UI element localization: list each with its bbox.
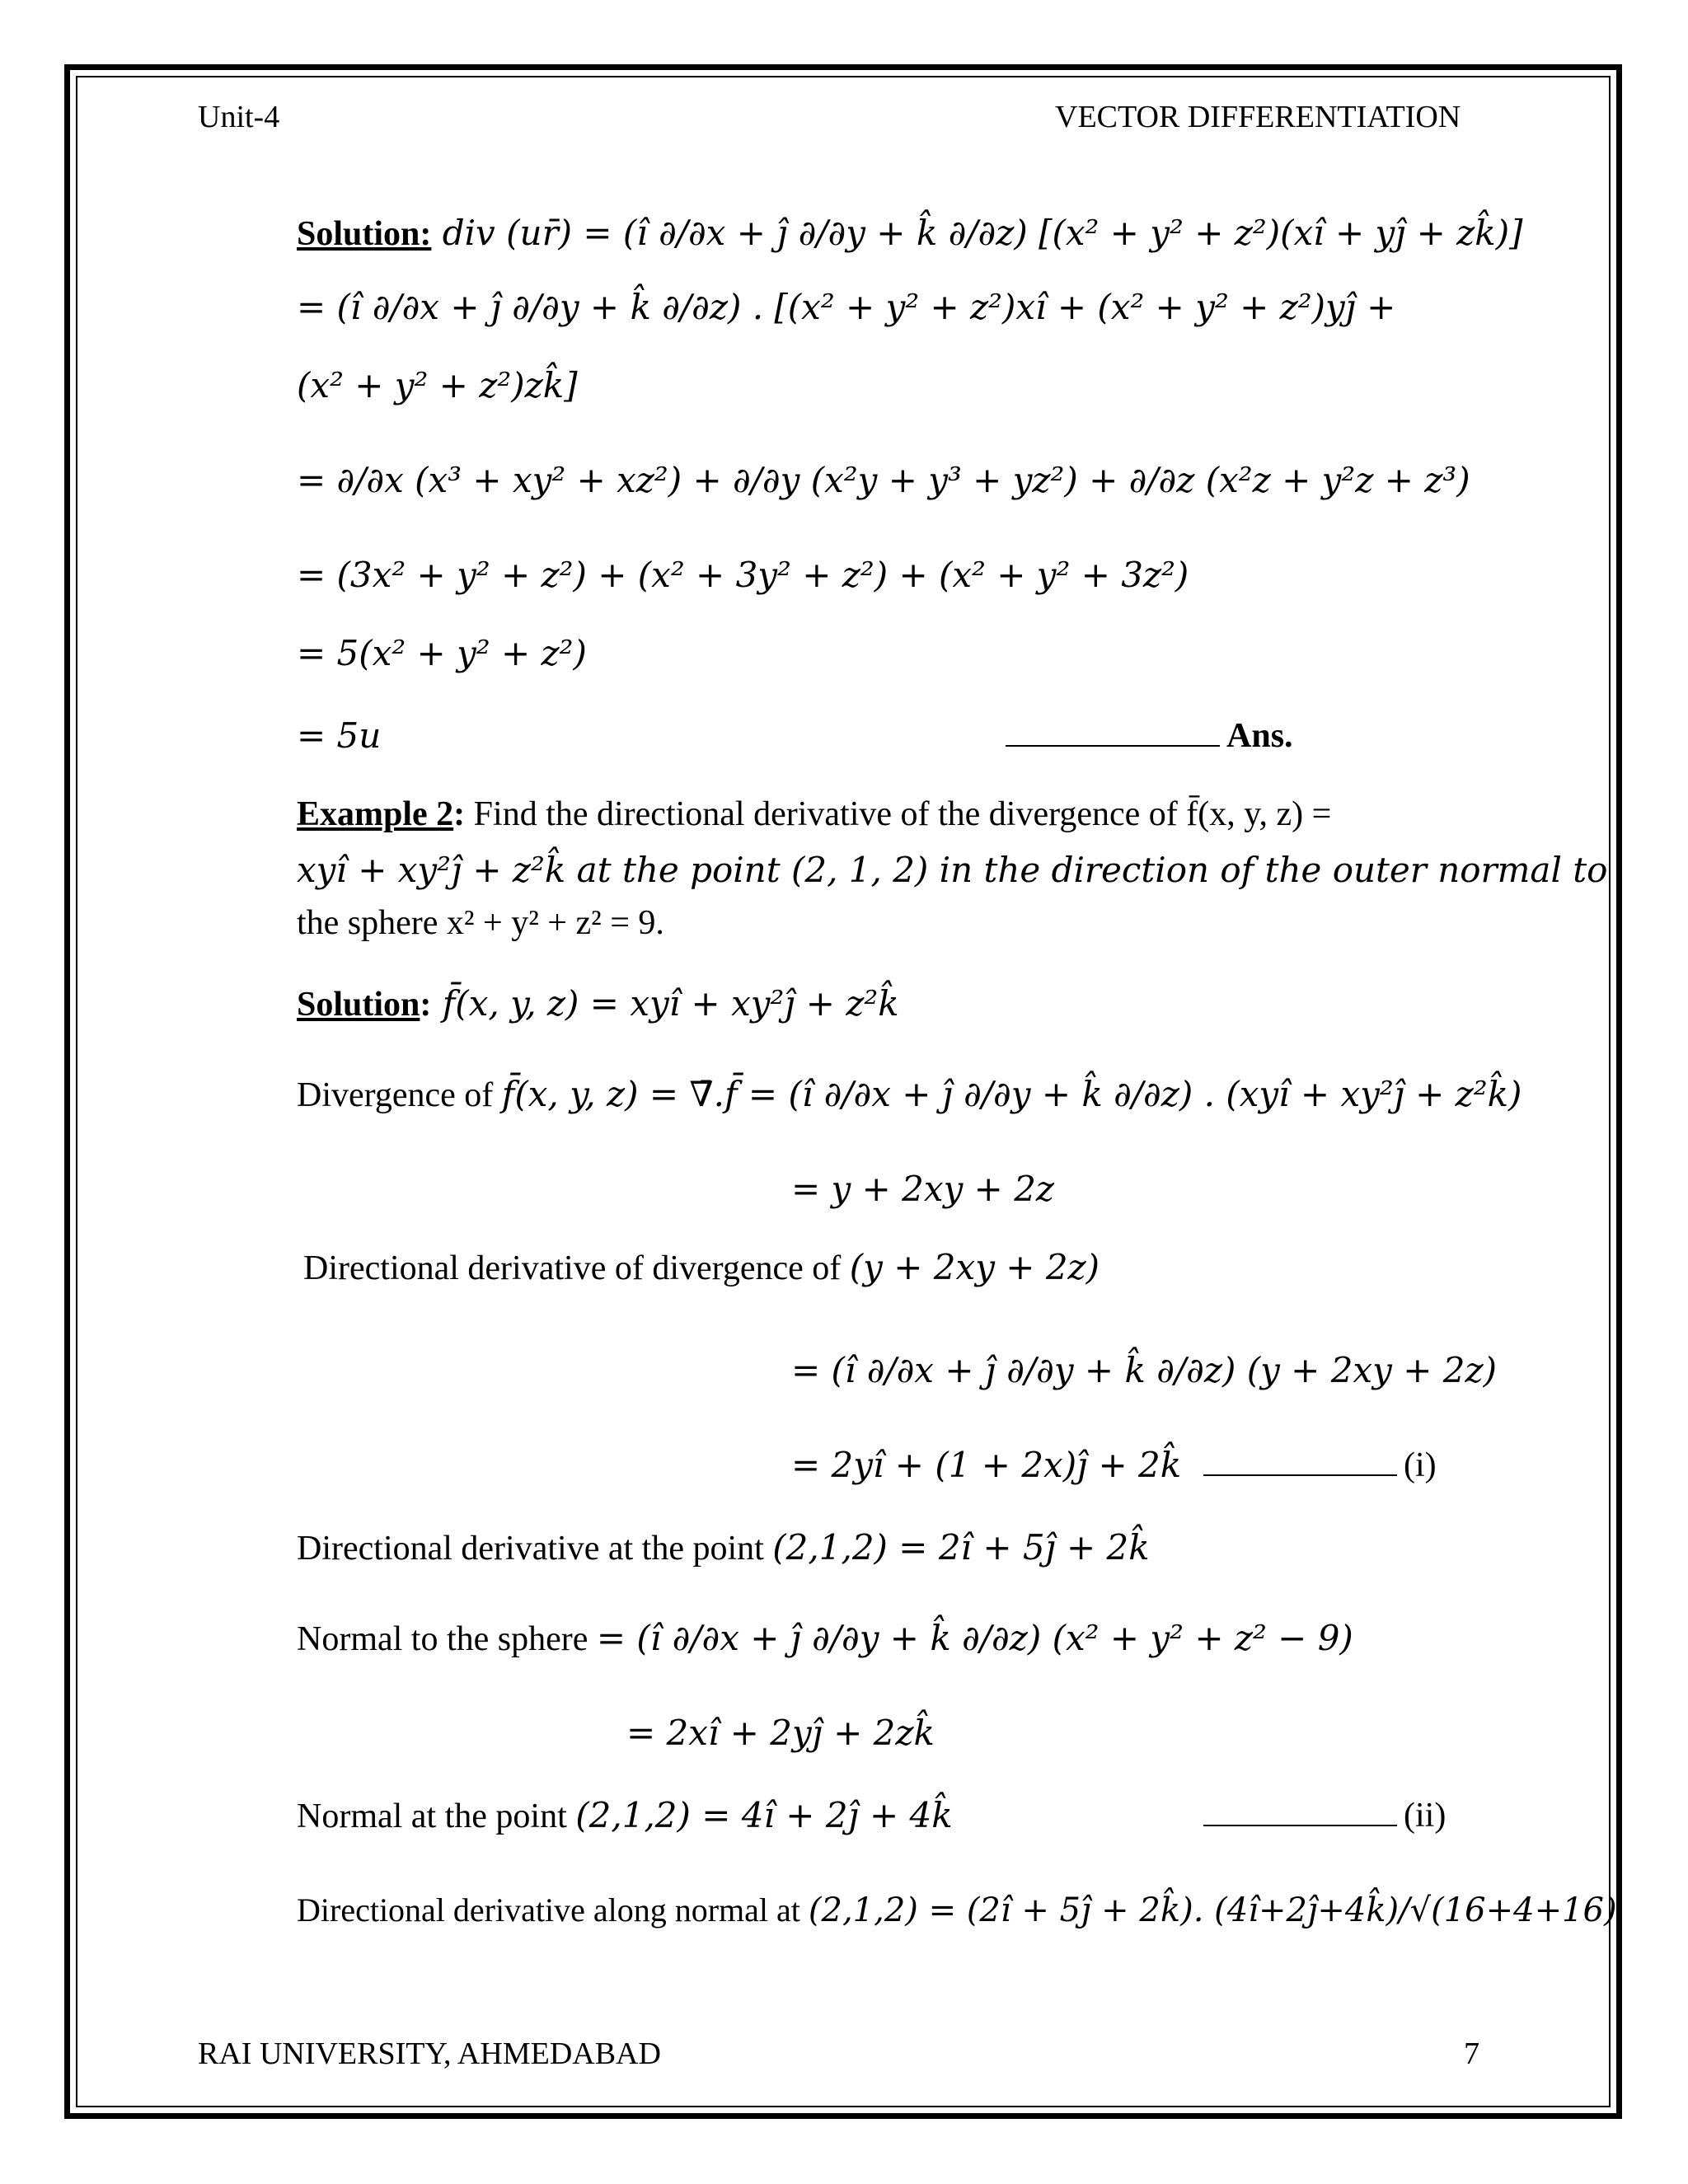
solution2-line1	[297, 981, 899, 1028]
header-unit: Unit-4	[198, 100, 280, 134]
example2-line3	[297, 900, 664, 946]
solution1-expr4: = ∂/∂x (x³ + xy² + xz²) + ∂/∂y (x²y + y³ + yz²) + ∂/∂z (x²z + y²z + z³)	[297, 460, 1470, 500]
divergence-label: Divergence of	[297, 1076, 502, 1114]
solution1-expr2: = (î ∂/∂x + ĵ ∂/∂y + k̂ ∂/∂z) . [(x² + y² + z²)xî + (x² + y² + z²)yĵ +	[297, 287, 1396, 327]
answer-mark	[1006, 713, 1293, 759]
solution1-line3	[297, 363, 578, 410]
dir-deriv-line3	[791, 1442, 1181, 1489]
solution1-expr5: = (3x² + y² + z²) + (x² + 3y² + z²) + (x² + y² + 3z²)	[297, 555, 1189, 595]
solution2-label: Solution	[297, 986, 420, 1024]
solution1-label: Solution:	[297, 215, 432, 253]
dir-deriv-point-label: Directional derivative at the point	[297, 1530, 773, 1568]
dir-deriv-line1	[303, 1244, 1100, 1291]
normal-result-line	[626, 1710, 935, 1757]
dir-deriv-normal-label: Directional derivative along normal at	[297, 1891, 809, 1929]
normal-point-expr: (2,1,2) = 4î + 2ĵ + 4k̂	[575, 1795, 953, 1835]
equation-tag-2	[1203, 1793, 1446, 1839]
equation-number-2: (ii)	[1404, 1797, 1447, 1835]
solution1-line4	[297, 457, 1470, 504]
answer-label: Ans.	[1226, 717, 1293, 755]
equation-blank-2	[1203, 1793, 1397, 1826]
solution1-line1	[297, 210, 1522, 257]
divergence-line	[297, 1071, 1522, 1118]
equation-tag-1	[1203, 1442, 1437, 1488]
example2-label: Example 2	[297, 795, 454, 833]
dir-deriv-normal-line	[297, 1887, 1617, 1933]
solution1-expr7: = 5u	[297, 715, 382, 756]
normal-sphere-line	[297, 1615, 1353, 1662]
example2-colon: :	[453, 795, 466, 833]
dir-deriv-normal-expr: (2,1,2) = (2î + 5ĵ + 2k̂). (4î+2ĵ+4k̂)/√(16+4+16)	[808, 1891, 1617, 1929]
header-title: VECTOR DIFFERENTIATION	[1055, 100, 1461, 134]
solution1-expr3: (x² + y² + z²)zk̂]	[297, 365, 578, 405]
dir-deriv-point-line	[297, 1525, 1150, 1572]
solution2-colon: :	[420, 986, 432, 1024]
example2-text1: Find the directional derivative of the divergence of f̄(x, y, z) =	[465, 795, 1332, 833]
dir-deriv-expr2: = (î ∂/∂x + ĵ ∂/∂y + k̂ ∂/∂z) (y + 2xy + 2z)	[791, 1350, 1497, 1390]
normal-result: = 2xî + 2yĵ + 2zk̂	[626, 1713, 935, 1753]
normal-point-line	[297, 1793, 953, 1840]
solution1-expr1: div (ur̄) = (î ∂/∂x + ĵ ∂/∂y + k̂ ∂/∂z) [(x² + y² + z²)(xî + yĵ + zk̂)]	[431, 213, 1523, 253]
example2-text2: xyî + xy²ĵ + z²k̂ at the point (2, 1, 2) in the direction of the outer normal to	[297, 850, 1608, 890]
solution2-expr1: f̄(x, y, z) = xyî + xy²ĵ + z²k̂	[431, 983, 899, 1024]
dir-deriv-label: Directional derivative of divergence of	[303, 1249, 850, 1287]
divergence-expr: f̄(x, y, z) = ∇̄.f̄ = (î ∂/∂x + ĵ ∂/∂y + k̂ ∂/∂z) . (xyî + xy²ĵ + z²k̂)	[501, 1074, 1522, 1114]
example2-line1	[297, 791, 1331, 837]
solution1-line2	[297, 284, 1395, 331]
solution1-expr6: = 5(x² + y² + z²)	[297, 633, 587, 673]
divergence-result: = y + 2xy + 2z	[791, 1169, 1055, 1209]
dir-deriv-expr: (y + 2xy + 2z)	[849, 1247, 1100, 1287]
dir-deriv-point-expr: (2,1,2) = 2î + 5ĵ + 2k̂	[772, 1527, 1150, 1568]
solution1-line6	[297, 630, 587, 677]
normal-sphere-label: Normal to the sphere	[297, 1620, 597, 1658]
example2-line2	[297, 847, 1607, 894]
dir-deriv-expr3: = 2yî + (1 + 2x)ĵ + 2k̂	[791, 1445, 1182, 1485]
normal-point-label: Normal at the point	[297, 1797, 576, 1835]
example2-text3: the sphere x² + y² + z² = 9.	[297, 904, 664, 942]
solution1-line7	[297, 713, 381, 760]
equation-blank-1	[1203, 1443, 1397, 1476]
footer-university: RAI UNIVERSITY, AHMEDABAD	[198, 2036, 661, 2071]
answer-blank	[1006, 714, 1220, 747]
dir-deriv-line2	[791, 1347, 1497, 1394]
solution1-line5	[297, 552, 1189, 599]
normal-sphere-expr: = (î ∂/∂x + ĵ ∂/∂y + k̂ ∂/∂z) (x² + y² + z² − 9)	[596, 1618, 1353, 1658]
divergence-result-line	[791, 1166, 1054, 1213]
equation-number-1: (i)	[1404, 1446, 1437, 1484]
footer-page-number: 7	[1464, 2036, 1479, 2071]
